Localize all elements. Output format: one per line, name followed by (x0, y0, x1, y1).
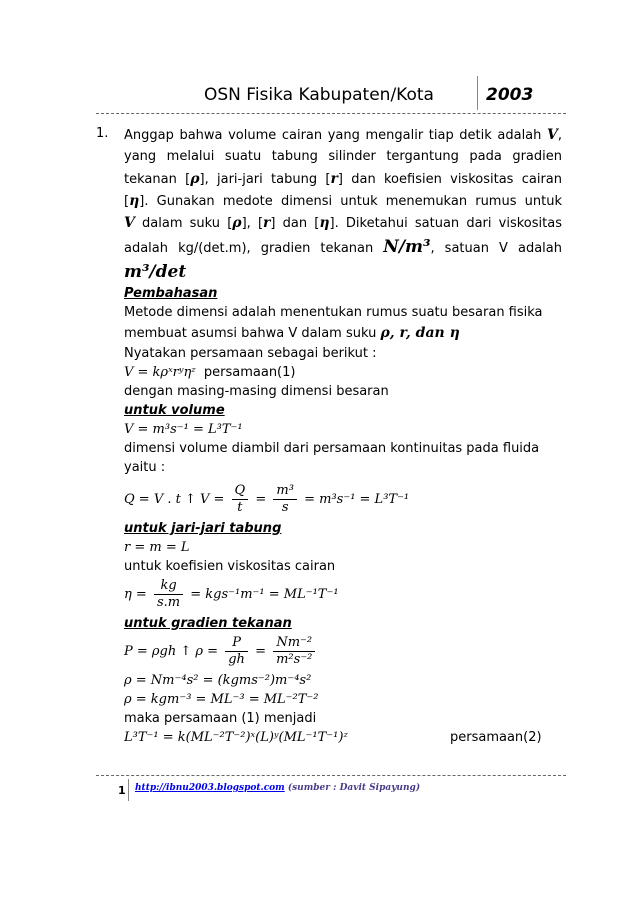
continuity-equation: Q = V . t ↑ V = $\frac{Q}{t}$ = $\frac{\text{m³}}{s}$ = m³s⁻¹ = L³T⁻¹ (124, 483, 410, 515)
problem-line-3: tekanan [ρ], jari-jari tabung [r] dan koefisien viskositas cairan (124, 171, 563, 187)
solution-intro-3: Nyatakan persamaan sebagai berikut : (124, 346, 377, 361)
problem-line-1: Anggap bahwa volume cairan yang mengalir tiap detik adalah V, (124, 127, 562, 143)
problem-body (124, 124, 562, 747)
pressure-equation: P = ρgh ↑ ρ = $\frac{P}{gh}$ = $\frac{\text{Nm⁻²}}{\text{m²s⁻²}}$ (124, 633, 562, 671)
solution-intro-4: dengan masing-masing dimensi besaran (124, 384, 389, 399)
problem-line-2: yang melalui suatu tabung silinder tergantung pada gradien (124, 149, 562, 164)
equation-1: V = kρˣrʸηᶻ persamaan(1) (124, 365, 296, 380)
volume-note-1: dimensi volume diambil dari persamaan kontinuitas pada fluida (124, 441, 540, 456)
footer-rule (96, 775, 566, 776)
problem-line-4: [η]. Gunakan medote dimensi untuk menemukan rumus untuk (124, 193, 562, 209)
rho-equation-2: ρ = kgm⁻³ = ML⁻³ = ML⁻²T⁻² (124, 692, 319, 707)
blog-link[interactable]: http://ibnu2003.blogspot.com (135, 783, 285, 793)
then-text: maka persamaan (1) menjadi (124, 711, 317, 726)
footer-source (135, 783, 420, 793)
rho-equation-1: ρ = Nm⁻⁴s² = (kgms⁻²)m⁻⁴s² (124, 673, 312, 688)
header-year: 2003 (486, 85, 534, 105)
volume-equation: V = m³s⁻¹ = L³T⁻¹ (124, 422, 243, 437)
volume-note-2: yaitu : (124, 460, 166, 475)
fraction-kg-over-sm: $\frac{kg}{s.m}$ (154, 578, 183, 611)
page-number: 1 (118, 784, 126, 797)
problem-statement (124, 124, 562, 284)
problem-unit-line: m³/det (124, 262, 187, 282)
problem-line-6: adalah kg/(det.m), gradien tekanan N/m³, satuan V adalah (124, 237, 562, 257)
header-separator (477, 76, 478, 110)
fraction-m3-over-s: $\frac{\text{m³}}{s}$ (273, 483, 297, 516)
problem-line-5: V dalam suku [ρ], [r] dan [η]. Diketahui satuan dari viskositas (124, 215, 562, 231)
fraction-nm-over-ms: $\frac{\text{Nm⁻²}}{\text{m²s⁻²}}$ (273, 635, 315, 668)
volume-heading: untuk volume (124, 403, 225, 418)
footer-separator (128, 779, 129, 801)
solution-intro-2: membuat asumsi bahwa V dalam suku ρ, r, dan η (124, 325, 460, 341)
viscosity-note: untuk koefisien viskositas cairan (124, 559, 336, 574)
solution-heading: Pembahasan (124, 286, 218, 301)
source-credit: (sumber : Davit Sipayung) (287, 783, 421, 793)
viscosity-equation: η = $\frac{kg}{s.m}$ = kgs⁻¹m⁻¹ = ML⁻¹T⁻¹ (124, 578, 339, 610)
page-header (96, 82, 566, 110)
header-rule (96, 113, 566, 114)
radius-heading: untuk jari-jari tabung (124, 521, 282, 536)
pressure-heading: untuk gradien tekanan (124, 616, 292, 631)
fraction-p-over-gh: $\frac{P}{gh}$ (225, 635, 248, 668)
solution-intro-1: Metode dimensi adalah menentukan rumus suatu besaran fisika (124, 305, 543, 320)
problem-number: 1. (96, 126, 109, 141)
header-title: OSN Fisika Kabupaten/Kota (204, 85, 434, 105)
fraction-q-over-t: $\frac{Q}{t}$ (232, 483, 249, 516)
radius-equation: r = m = L (124, 540, 190, 555)
equation-2: L³T⁻¹ = k(ML⁻²T⁻²)ˣ(L)ʸ(ML⁻¹T⁻¹)ᶻ persamaan(2) (124, 730, 542, 745)
